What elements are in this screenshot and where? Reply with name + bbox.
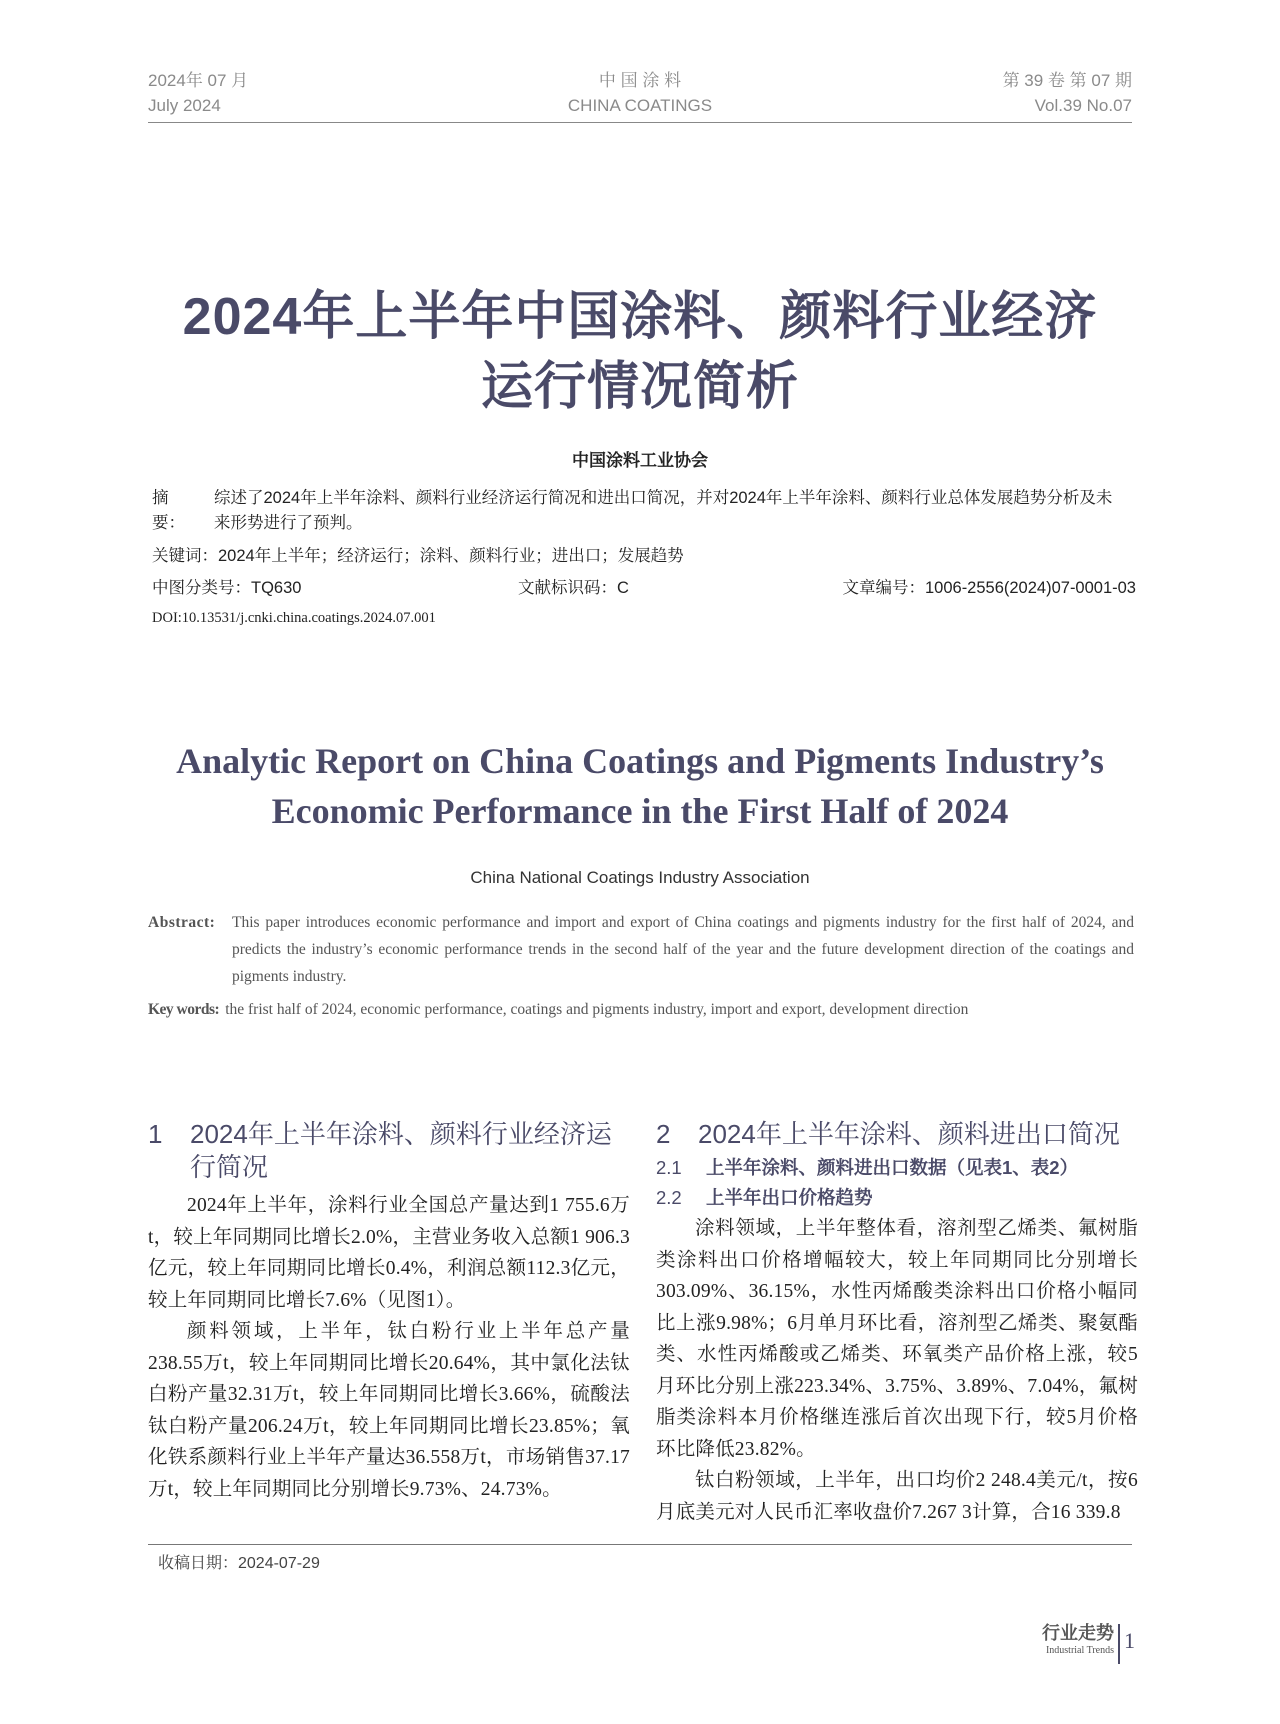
section-2-number: 2: [656, 1119, 671, 1149]
running-header: [148, 68, 1132, 124]
abstract-zh-label: 摘 要：: [152, 489, 185, 532]
title-en-line1: Analytic Report on China Coatings and Pigments Industry’s: [176, 741, 1104, 781]
header-date-en: July 2024: [148, 96, 221, 115]
subsection-2-1-heading: [656, 1153, 1138, 1183]
section-label-en: Industrial Trends: [1045, 1645, 1114, 1656]
abstract-en-text: This paper introduces economic performance and import and export of China coatings and pigments industry for the first half of 2024, and predicts the industry’s economic performance trends in the second half of the year and the future development direction of the coatings and pigments industry.: [232, 914, 1134, 985]
header-journal-zh: 中 国 涂 料: [598, 71, 682, 90]
section-2-heading: [656, 1118, 1138, 1151]
document-code: 文献标识码：C: [518, 579, 629, 597]
section-2-title: 2024年上半年涂料、颜料进出口简况: [698, 1119, 1120, 1149]
clc-number: 中图分类号：TQ630: [152, 579, 302, 597]
section-1-number: 1: [148, 1119, 163, 1149]
section-1-paragraph-1: 2024年上半年，涂料行业全国总产量达到1 755.6万t，较上年同期同比增长2.0%，主营业务收入总额1 906.3亿元，较上年同期同比增长0.4%，利润总额112.3亿元，较上年同期同比增长7.6%（见图1）。: [148, 1195, 630, 1311]
section-1-heading: [148, 1118, 630, 1184]
title-zh-line2: 运行情况简析: [480, 358, 799, 416]
title-zh-line1: 2024年上半年中国涂料、颜料行业经济: [182, 288, 1098, 346]
keywords-en-label: Key words:: [148, 1001, 220, 1018]
title-en: [100, 736, 1180, 836]
section-2-paragraph-2: 钛白粉领域，上半年，出口均价2 248.4美元/t，按6月底美元对人民币汇率收盘价7.267 3计算，合16 339.8: [656, 1470, 1138, 1523]
keywords-en: [148, 996, 1134, 1023]
subsection-2-2-title: 上半年出口价格趋势: [706, 1187, 873, 1208]
header-journal: [148, 68, 1132, 118]
author-en: China National Coatings Industry Association: [470, 868, 810, 887]
subsection-2-2-heading: [656, 1183, 1138, 1213]
keywords-zh-text: 2024年上半年；经济运行；涂料、颜料行业；进出口；发展趋势: [218, 547, 684, 565]
header-date-zh: 2024年 07 月: [148, 71, 249, 90]
header-volume-zh: 第 39 卷 第 07 期: [1002, 71, 1132, 90]
abstract-zh-text: 综述了2024年上半年涂料、颜料行业经济运行简况和进出口简况，并对2024年上半年涂料、颜料行业总体发展趋势分析及未来形势进行了预判。: [214, 489, 1113, 532]
section-label-zh: 行业走势: [1042, 1623, 1114, 1643]
header-journal-en: CHINA COATINGS: [567, 96, 713, 115]
section-divider-bar: [1118, 1624, 1120, 1664]
subsection-2-1-title: 上半年涂料、颜料进出口数据（见表1、表2）: [706, 1157, 1079, 1178]
received-date: 收稿日期：2024-07-29: [158, 1555, 320, 1572]
abstract-en: [148, 909, 1134, 990]
article-number: 文章编号：1006-2556(2024)07-0001-03: [842, 579, 1136, 597]
keywords-zh: [152, 544, 1136, 569]
section-label: [1016, 1622, 1114, 1658]
author-zh: 中国涂料工业协会: [572, 451, 708, 470]
subsection-2-1-number: 2.1: [656, 1157, 682, 1178]
header-divider: [148, 122, 1132, 123]
section-1-paragraph-2: 颜料领域，上半年，钛白粉行业上半年总产量238.55万t，较上年同期同比增长20.64%，其中氯化法钛白粉产量32.31万t，较上年同期同比增长3.66%，硫酸法钛白粉产量206.24万t，较上年同期同比增长23.85%；氧化铁系颜料行业上半年产量达36.558万t，市场销售37.17万t，较上年同期同比分别增长9.73%、24.73%。: [148, 1321, 630, 1500]
keywords-zh-label: 关键词：: [152, 547, 218, 565]
abstract-en-label: Abstract:: [148, 914, 216, 931]
page-number: 1: [1124, 1628, 1135, 1653]
title-en-line2: Economic Performance in the First Half of 2024: [271, 791, 1009, 831]
subsection-2-2-number: 2.2: [656, 1187, 682, 1208]
header-volume: [1003, 68, 1132, 118]
section-2-paragraph-1: 涂料领域，上半年整体看，溶剂型乙烯类、氟树脂类涂料出口价格增幅较大，较上年同期同比分别增长303.09%、36.15%，水性丙烯酸类涂料出口价格小幅同比上涨9.98%；6月单月环比看，溶剂型乙烯类、聚氨酯类、水性丙烯酸或乙烯类、环氧类产品价格上涨，较5月环比分别上涨223.34%、3.75%、3.89%、7.04%，氟树脂类涂料本月价格继连涨后首次出现下行，较5月价格环比降低23.82%。: [656, 1218, 1138, 1460]
column-right: [656, 1118, 1138, 1528]
doi[interactable]: DOI:10.13531/j.cnki.china.coatings.2024.07.001: [152, 610, 436, 626]
header-volume-en: Vol.39 No.07: [1034, 96, 1132, 115]
classification-row: [152, 576, 1136, 601]
keywords-en-text: the frist half of 2024, economic performance, coatings and pigments industry, import and export, development direction: [225, 1001, 969, 1018]
abstract-zh: [152, 486, 1136, 536]
footnote-divider: [148, 1544, 1132, 1545]
title-zh: [100, 282, 1180, 422]
column-left: [148, 1118, 630, 1505]
section-1-title: 2024年上半年涂料、颜料行业经济运行简况: [190, 1119, 612, 1182]
